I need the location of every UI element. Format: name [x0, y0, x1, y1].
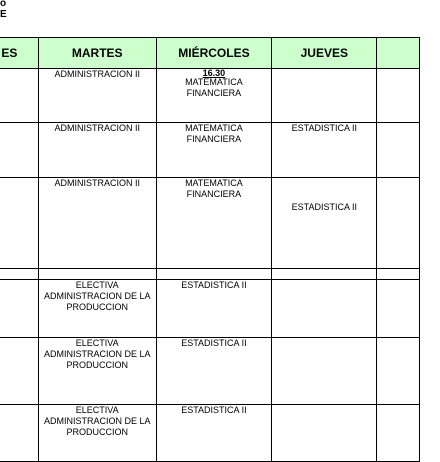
table-row — [0, 123, 420, 178]
cell-jueves — [272, 69, 377, 123]
cell-jueves — [272, 338, 377, 405]
cell-viernes — [377, 269, 420, 280]
cell-miercoles — [156, 69, 271, 123]
cell-viernes — [377, 69, 420, 123]
cell-martes — [38, 405, 156, 462]
cell-viernes — [377, 123, 420, 178]
cell-lunes — [0, 123, 38, 178]
cell-viernes — [377, 405, 420, 462]
cell-jueves — [272, 280, 377, 338]
header-lunes: ES — [0, 38, 38, 69]
cell-martes — [38, 269, 156, 280]
cell-lunes — [0, 178, 38, 269]
table-row — [0, 338, 420, 405]
subject-text: MATEMATICA FINANCIERA — [185, 77, 243, 98]
cell-miercoles — [156, 178, 271, 269]
cell-martes: ADMINISTRACION II — [38, 123, 156, 178]
subject-text: MATEMATICA FINANCIERA — [185, 178, 243, 199]
class-time: 16.30 — [202, 68, 226, 78]
cell-jueves: ESTADISTICA II — [272, 178, 377, 269]
cell-jueves — [272, 269, 377, 280]
cell-jueves: ESTADISTICA II — [272, 123, 377, 178]
cell-martes — [38, 338, 156, 405]
header-viernes — [377, 38, 420, 69]
cell-viernes — [377, 280, 420, 338]
cropped-subtitle-fragment: E — [0, 9, 7, 20]
table-row — [0, 69, 420, 123]
cell-lunes — [0, 280, 38, 338]
table-row — [0, 269, 420, 280]
cell-martes: ADMINISTRACION II — [38, 69, 156, 123]
cell-lunes — [0, 269, 38, 280]
header-miercoles: MIÉRCOLES — [156, 38, 271, 69]
table-row — [0, 280, 420, 338]
table-row — [0, 178, 420, 269]
subject-text: ELECTIVA ADMINISTRACION DE LA PRODUCCION — [43, 280, 151, 312]
cell-lunes — [0, 338, 38, 405]
subject-text: ELECTIVA ADMINISTRACION DE LA PRODUCCION — [43, 338, 151, 370]
cell-lunes — [0, 405, 38, 462]
header-jueves: JUEVES — [272, 38, 377, 69]
header-row — [0, 38, 420, 69]
cell-miercoles: ESTADISTICA II — [156, 280, 271, 338]
subject-text: ELECTIVA ADMINISTRACION DE LA PRODUCCION — [43, 405, 151, 437]
header-martes: MARTES — [38, 38, 156, 69]
cell-jueves — [272, 405, 377, 462]
cell-viernes — [377, 338, 420, 405]
cell-lunes — [0, 69, 38, 123]
cropped-title-fragment: o — [0, 0, 7, 9]
cell-miercoles — [156, 269, 271, 280]
cell-miercoles — [156, 123, 271, 178]
cell-viernes — [377, 178, 420, 269]
subject-text: MATEMATICA FINANCIERA — [185, 123, 243, 144]
schedule-table — [0, 37, 420, 462]
cell-miercoles: ESTADISTICA II — [156, 405, 271, 462]
cell-miercoles: ESTADISTICA II — [156, 338, 271, 405]
table-row — [0, 405, 420, 462]
cell-martes — [38, 280, 156, 338]
cell-martes: ADMINISTRACION II — [38, 178, 156, 269]
